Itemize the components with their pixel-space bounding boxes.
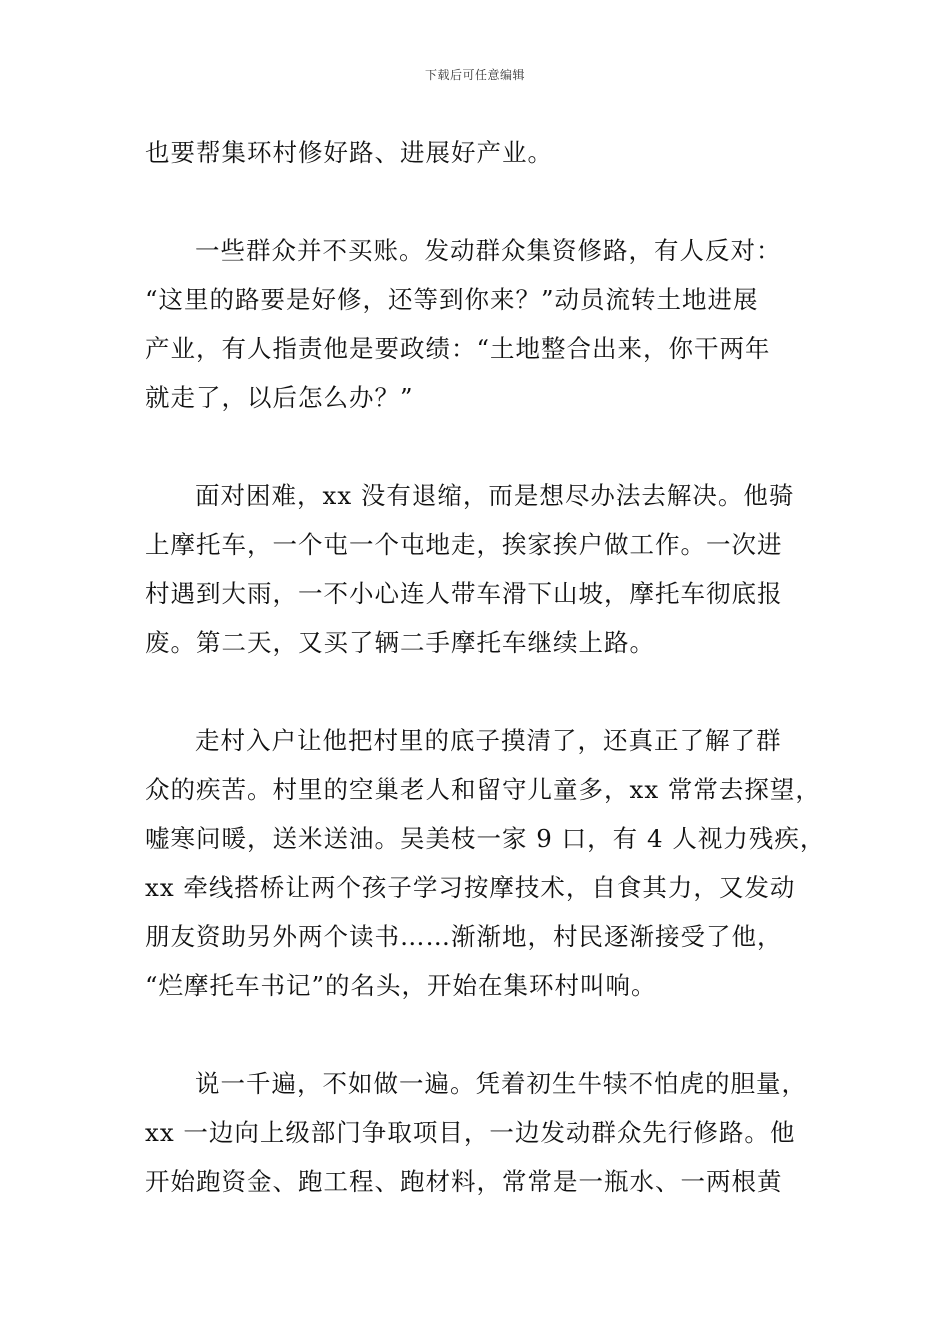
text-line: 一些群众并不买账。发动群众集资修路，有人反对：: [195, 236, 782, 265]
text-line: 面对困难，xx 没有退缩，而是想尽办法去解决。他骑: [195, 481, 795, 510]
paragraph: [145, 471, 810, 667]
text-line: “烂摩托车书记”的名头，开始在集环村叫响。: [145, 971, 657, 1000]
text-line: 上摩托车，一个屯一个屯地走，挨家挨户做工作。一次进: [145, 530, 783, 559]
text-line: 也要帮集环村修好路、进展好产业。: [145, 138, 553, 167]
header-note: 下载后可任意编辑: [424, 68, 525, 82]
text-line: 众的疾苦。村里的空巢老人和留守儿童多，xx 常常去探望，: [145, 775, 821, 804]
paragraph: [145, 1059, 810, 1206]
text-line: 嘘寒问暖，送米送油。吴美枝一家 9 口，有 4 人视力残疾，: [145, 824, 826, 853]
paragraph-gap: [145, 422, 810, 471]
text-line: xx 一边向上级部门争取项目，一边发动群众先行修路。他: [145, 1118, 796, 1147]
text-line: 说一千遍，不如做一遍。凭着初生牛犊不怕虎的胆量，: [195, 1069, 807, 1098]
text-line: 村遇到大雨，一不小心连人带车滑下山坡，摩托车彻底报: [145, 579, 783, 608]
text-line: 走村入户让他把村里的底子摸清了，还真正了解了群: [195, 726, 782, 755]
text-line: 开始跑资金、跑工程、跑材料，常常是一瓶水、一两根黄: [145, 1167, 783, 1196]
paragraph: [145, 226, 810, 422]
text-line: “这里的路要是好修，还等到你来？”动员流转土地进展: [145, 285, 759, 314]
text-line: 就走了，以后怎么办？”: [145, 383, 414, 412]
paragraph-gap: [145, 177, 810, 226]
text-line: xx 牵线搭桥让两个孩子学习按摩技术，自食其力，又发动: [145, 873, 796, 902]
paragraph: [145, 716, 826, 1010]
text-line: 废。第二天，又买了辆二手摩托车继续上路。: [145, 628, 655, 657]
text-line: 产业，有人指责他是要政绩：“土地整合出来，你干两年: [145, 334, 771, 363]
text-line: 朋友资助另外两个读书……渐渐地，村民逐渐接受了他，: [145, 922, 783, 951]
paragraph-gap: [145, 1010, 810, 1059]
paragraph: [145, 128, 810, 177]
paragraph-gap: [145, 667, 810, 716]
document-body: [145, 128, 826, 1206]
